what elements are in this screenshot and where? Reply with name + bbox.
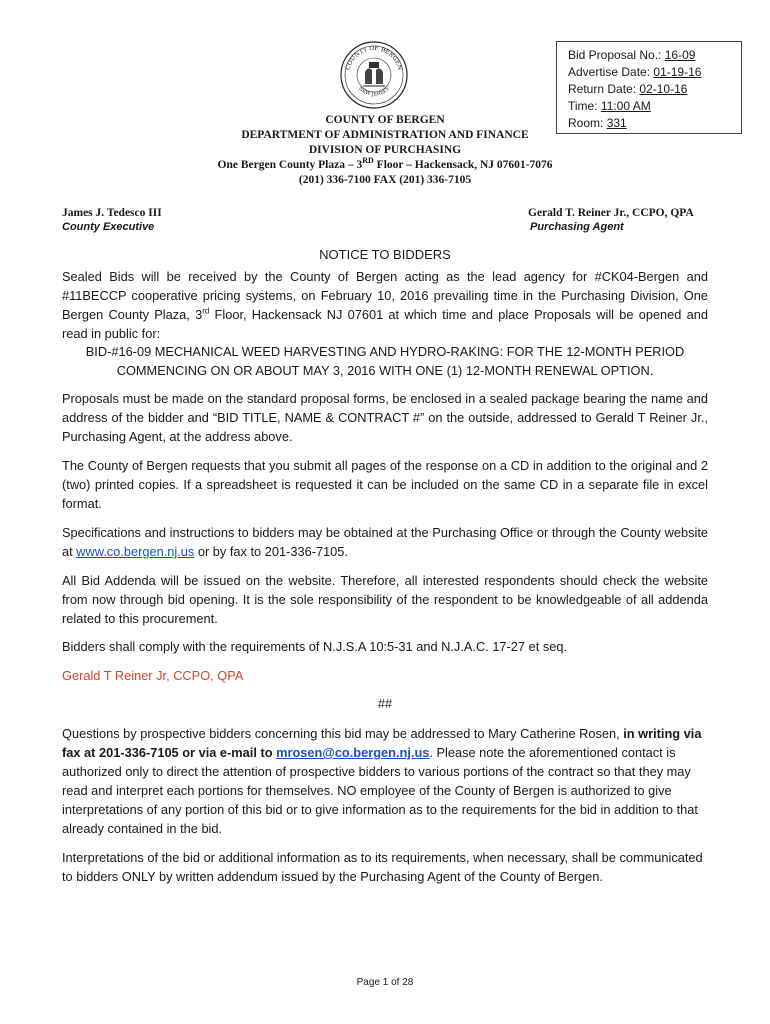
bid-time: 11:00 AM bbox=[600, 99, 651, 113]
cd-submission-paragraph: The County of Bergen requests that you submit all pages of the response on a CD in addition to the original and 2 (two) printed copies. If a spreadsheet is requested it can be included on the same CD in a separate file in excel format. bbox=[62, 458, 708, 511]
division-name: DIVISION OF PURCHASING bbox=[308, 144, 462, 156]
signature-line: Gerald T Reiner Jr, CCPO, QPA bbox=[62, 668, 244, 683]
proposal-instructions-paragraph: Proposals must be made on the standard proposal forms, be enclosed in a sealed package bearing the name and address of the bidder and “BID TITLE, NAME & CONTRACT #” on the outside, addressed to Gerald T Reiner Jr., Purchasing Agent, at the address above. bbox=[62, 391, 708, 444]
time-row: Time: 11:00 AM bbox=[568, 99, 651, 113]
purchasing-agent-title: Purchasing Agent bbox=[530, 221, 624, 233]
questions-paragraph: Questions by prospective bidders concerning this bid may be addressed to Mary Catherine Rosen, in writing via fax at 201-336-7105 or via e-mail to mrosen@co.bergen.nj.us. Please note the aforementioned contact is authorized only to direct the attention of prospective bidders to various portions of the contract so that they may read and interpret each portions for themselves. NO employee of the County of Bergen is authorized to give interpretations of any portion of this bid or to give information as to the requirements for the bid in addition to that already contained in the bid. bbox=[62, 726, 702, 836]
county-executive-name: James J. Tedesco III bbox=[62, 207, 162, 219]
room-row: Room: 331 bbox=[568, 116, 627, 130]
svg-text:NEW JERSEY: NEW JERSEY bbox=[357, 85, 391, 98]
section-separator: ## bbox=[377, 696, 393, 711]
specifications-paragraph: Specifications and instructions to bidders may be obtained at the Purchasing Office or through the County website at www.co.bergen.nj.us or by fax to 201-336-7105. bbox=[62, 525, 708, 559]
contact-email-link[interactable]: mrosen@co.bergen.nj.us bbox=[276, 745, 430, 760]
room-number: 331 bbox=[606, 116, 627, 130]
county-name: COUNTY OF BERGEN bbox=[325, 114, 445, 126]
notice-title: NOTICE TO BIDDERS bbox=[319, 247, 451, 262]
purchasing-agent-name: Gerald T. Reiner Jr., CCPO, QPA bbox=[528, 207, 694, 219]
phone-fax-line: (201) 336-7100 FAX (201) 336-7105 bbox=[298, 174, 472, 186]
department-name: DEPARTMENT OF ADMINISTRATION AND FINANCE bbox=[241, 129, 529, 141]
county-website-link[interactable]: www.co.bergen.nj.us bbox=[76, 544, 195, 559]
address-line: One Bergen County Plaza – 3RD Floor – Hackensack, NJ 07601-7076 bbox=[217, 156, 553, 171]
bid-title: BID-#16-09 MECHANICAL WEED HARVESTING AND HYDRO-RAKING: FOR THE 12-MONTH PERIOD COMMENCING ON OR ABOUT MAY 3, 2016 WITH ONE (1) 12-MONTH RENEWAL OPTION. bbox=[85, 344, 685, 378]
compliance-paragraph: Bidders shall comply with the requirements of N.J.S.A 10:5-31 and N.J.A.C. 17-27 et seq. bbox=[62, 639, 568, 654]
intro-paragraph: Sealed Bids will be received by the County of Bergen acting as the lead agency for #CK04-Bergen and #11BECCP cooperative pricing systems, on February 10, 2016 prevailing time in the Purchasing Division, One Bergen County Plaza, 3rd Floor, Hackensack NJ 07601 at which time and place Proposals will be opened and read in public for: bbox=[62, 269, 708, 341]
return-date-row: Return Date: 02-10-16 bbox=[568, 82, 688, 96]
advertise-date: 01-19-16 bbox=[653, 65, 702, 79]
bid-proposal-row: Bid Proposal No.: 16-09 bbox=[568, 48, 696, 62]
letterhead bbox=[150, 113, 620, 188]
svg-text:COUNTY OF BERGEN: COUNTY OF BERGEN bbox=[344, 44, 404, 71]
addenda-paragraph: All Bid Addenda will be issued on the website. Therefore, all interested respondents should check the website from now through bid opening. It is the sole responsibility of the respondent to be knowledgeable of all addenda related to this procurement. bbox=[62, 573, 708, 626]
return-date: 02-10-16 bbox=[639, 82, 688, 96]
bid-proposal-number: 16-09 bbox=[664, 48, 696, 62]
advertise-date-row: Advertise Date: 01-19-16 bbox=[568, 65, 702, 79]
interpretations-paragraph: Interpretations of the bid or additional information as to its requirements, when necessary, shall be communicated to bidders ONLY by written addendum issued by the Purchasing Agent of the County of Bergen. bbox=[62, 850, 703, 884]
county-executive-title: County Executive bbox=[62, 221, 155, 233]
county-seal-logo bbox=[339, 40, 409, 110]
page-number: Page 1 of 28 bbox=[356, 977, 414, 988]
